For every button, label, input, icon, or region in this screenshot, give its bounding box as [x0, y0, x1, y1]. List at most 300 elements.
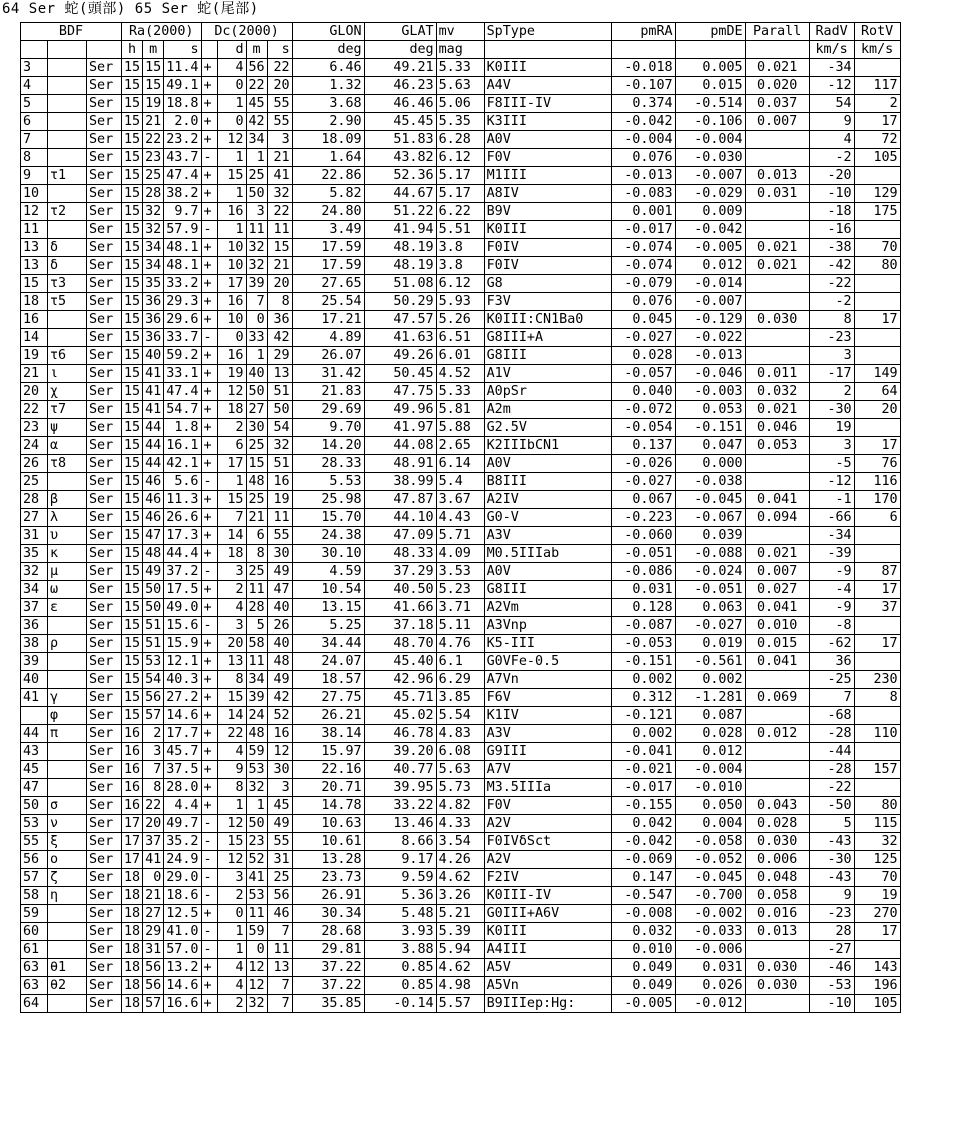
table-row [21, 239, 901, 257]
cell-parall [745, 671, 809, 689]
cell-dc-d: 4 [217, 599, 246, 617]
cell-dc-sign: - [201, 473, 217, 491]
cell-mv: 6.12 [436, 149, 484, 167]
cell-radv: -4 [809, 581, 854, 599]
cell-dc-s: 21 [267, 257, 292, 275]
cell-sptype: G8III [484, 581, 611, 599]
cell-dc-sign: - [201, 941, 217, 959]
table-row [21, 635, 901, 653]
cell-ra-m: 2 [143, 725, 164, 743]
cell-pmde: 0.004 [675, 815, 745, 833]
cell-bdf-num: 27 [21, 509, 48, 527]
cell-sptype: G8III+A [484, 329, 611, 347]
cell-pmde: -0.700 [675, 887, 745, 905]
cell-glat: 44.10 [364, 509, 436, 527]
cell-radv: -38 [809, 239, 854, 257]
cell-glon: 34.44 [292, 635, 364, 653]
cell-bdf-num: 4 [21, 77, 48, 95]
cell-parall: 0.021 [745, 401, 809, 419]
cell-bdf-num: 14 [21, 329, 48, 347]
cell-pmra: -0.013 [611, 167, 675, 185]
cell-bayer: σ [48, 797, 87, 815]
cell-dc-m: 58 [246, 635, 267, 653]
cell-dc-m: 24 [246, 707, 267, 725]
cell-radv: -34 [809, 59, 854, 77]
cell-glon: 25.98 [292, 491, 364, 509]
header-glon-unit: deg [292, 41, 364, 59]
cell-ra-h: 15 [122, 293, 143, 311]
cell-mv: 3.53 [436, 563, 484, 581]
cell-bdf-num: 47 [21, 779, 48, 797]
cell-pmde: -0.088 [675, 545, 745, 563]
cell-mv: 3.71 [436, 599, 484, 617]
cell-bayer [48, 113, 87, 131]
cell-bdf-num: 16 [21, 311, 48, 329]
cell-radv: -28 [809, 725, 854, 743]
cell-pmra: 0.076 [611, 293, 675, 311]
cell-ra-m: 21 [143, 887, 164, 905]
cell-const: Ser [87, 797, 122, 815]
cell-pmde: -0.010 [675, 779, 745, 797]
cell-radv: -5 [809, 455, 854, 473]
header-row-1 [21, 23, 901, 41]
cell-mv: 5.51 [436, 221, 484, 239]
cell-radv: -22 [809, 275, 854, 293]
cell-pmde: 0.047 [675, 437, 745, 455]
cell-dc-d: 12 [217, 131, 246, 149]
cell-parall [745, 779, 809, 797]
cell-dc-s: 32 [267, 185, 292, 203]
cell-glon: 1.64 [292, 149, 364, 167]
cell-ra-h: 15 [122, 581, 143, 599]
cell-rotv: 17 [854, 437, 900, 455]
cell-ra-s: 13.2 [164, 959, 201, 977]
table-row [21, 149, 901, 167]
cell-rotv: 19 [854, 887, 900, 905]
cell-bayer [48, 995, 87, 1013]
cell-sptype: A3Vnp [484, 617, 611, 635]
cell-bayer [48, 653, 87, 671]
cell-parall: 0.030 [745, 833, 809, 851]
cell-glon: 5.53 [292, 473, 364, 491]
cell-pmde: 0.015 [675, 77, 745, 95]
cell-pmra: -0.107 [611, 77, 675, 95]
cell-dc-m: 48 [246, 473, 267, 491]
cell-mv: 5.71 [436, 527, 484, 545]
cell-ra-h: 16 [122, 743, 143, 761]
cell-ra-s: 35.2 [164, 833, 201, 851]
table-row [21, 599, 901, 617]
cell-pmde: -0.006 [675, 941, 745, 959]
cell-rotv [854, 167, 900, 185]
cell-glon: 29.69 [292, 401, 364, 419]
cell-ra-s: 41.0 [164, 923, 201, 941]
cell-radv: 8 [809, 311, 854, 329]
cell-dc-d: 3 [217, 869, 246, 887]
cell-dc-sign: + [201, 257, 217, 275]
cell-ra-h: 18 [122, 995, 143, 1013]
cell-ra-s: 18.6 [164, 887, 201, 905]
cell-dc-d: 14 [217, 707, 246, 725]
cell-ra-s: 48.1 [164, 257, 201, 275]
cell-radv: -68 [809, 707, 854, 725]
cell-glat: 44.08 [364, 437, 436, 455]
cell-dc-d: 13 [217, 653, 246, 671]
cell-parall: 0.010 [745, 617, 809, 635]
cell-pmde: 0.019 [675, 635, 745, 653]
cell-glat: 42.96 [364, 671, 436, 689]
header-blank-1 [21, 41, 48, 59]
table-row [21, 293, 901, 311]
cell-parall: 0.041 [745, 491, 809, 509]
cell-bdf-num: 63 [21, 959, 48, 977]
cell-rotv: 8 [854, 689, 900, 707]
cell-ra-m: 29 [143, 923, 164, 941]
cell-dc-sign: + [201, 275, 217, 293]
cell-sptype: F0V [484, 797, 611, 815]
cell-pmra: -0.069 [611, 851, 675, 869]
table-row [21, 977, 901, 995]
cell-rotv [854, 221, 900, 239]
cell-dc-m: 21 [246, 509, 267, 527]
cell-const: Ser [87, 239, 122, 257]
cell-glon: 9.70 [292, 419, 364, 437]
cell-bdf-num: 37 [21, 599, 48, 617]
cell-dc-d: 6 [217, 437, 246, 455]
cell-rotv: 270 [854, 905, 900, 923]
cell-glon: 26.07 [292, 347, 364, 365]
cell-dc-d: 3 [217, 563, 246, 581]
header-sign [201, 41, 217, 59]
cell-ra-m: 34 [143, 239, 164, 257]
cell-ra-m: 34 [143, 257, 164, 275]
cell-parall: 0.030 [745, 977, 809, 995]
cell-glon: 30.10 [292, 545, 364, 563]
cell-ra-m: 46 [143, 473, 164, 491]
table-row [21, 275, 901, 293]
cell-bayer: τ1 [48, 167, 87, 185]
cell-dc-d: 4 [217, 59, 246, 77]
table-row [21, 545, 901, 563]
cell-ra-s: 5.6 [164, 473, 201, 491]
table-row [21, 563, 901, 581]
cell-sptype: F3V [484, 293, 611, 311]
cell-dc-s: 21 [267, 149, 292, 167]
cell-pmra: -0.042 [611, 833, 675, 851]
cell-ra-h: 15 [122, 509, 143, 527]
cell-dc-s: 50 [267, 401, 292, 419]
cell-glon: 13.15 [292, 599, 364, 617]
cell-pmra: -0.027 [611, 329, 675, 347]
cell-glat: 48.70 [364, 635, 436, 653]
cell-dc-sign: - [201, 923, 217, 941]
cell-sptype: A2m [484, 401, 611, 419]
cell-ra-h: 18 [122, 941, 143, 959]
cell-mv: 4.62 [436, 959, 484, 977]
cell-const: Ser [87, 347, 122, 365]
cell-bayer [48, 329, 87, 347]
cell-dc-sign: + [201, 545, 217, 563]
cell-ra-h: 15 [122, 563, 143, 581]
cell-mv: 4.82 [436, 797, 484, 815]
cell-glat: 47.87 [364, 491, 436, 509]
cell-dc-d: 10 [217, 257, 246, 275]
cell-rotv: 6 [854, 509, 900, 527]
cell-dc-m: 50 [246, 383, 267, 401]
cell-parall: 0.053 [745, 437, 809, 455]
cell-ra-h: 15 [122, 635, 143, 653]
table-body [21, 59, 901, 1013]
cell-const: Ser [87, 941, 122, 959]
cell-pmra: -0.072 [611, 401, 675, 419]
cell-sptype: G0-V [484, 509, 611, 527]
cell-parall: 0.021 [745, 239, 809, 257]
cell-dc-sign: + [201, 293, 217, 311]
cell-dc-sign: - [201, 149, 217, 167]
cell-sptype: A1V [484, 365, 611, 383]
cell-radv: -9 [809, 563, 854, 581]
cell-parall: 0.027 [745, 581, 809, 599]
header-radv-unit: km/s [809, 41, 854, 59]
cell-rotv: 117 [854, 77, 900, 95]
cell-ra-m: 57 [143, 707, 164, 725]
cell-bayer [48, 617, 87, 635]
cell-const: Ser [87, 851, 122, 869]
cell-pmde: -0.029 [675, 185, 745, 203]
cell-pmde: -0.106 [675, 113, 745, 131]
cell-radv: -8 [809, 617, 854, 635]
cell-mv: 4.76 [436, 635, 484, 653]
cell-radv: 54 [809, 95, 854, 113]
cell-glat: 45.02 [364, 707, 436, 725]
cell-ra-h: 15 [122, 275, 143, 293]
table-row [21, 707, 901, 725]
cell-glat: 49.26 [364, 347, 436, 365]
cell-glat: 47.75 [364, 383, 436, 401]
cell-const: Ser [87, 131, 122, 149]
cell-pmde: -0.003 [675, 383, 745, 401]
cell-ra-m: 53 [143, 653, 164, 671]
cell-dc-s: 30 [267, 761, 292, 779]
cell-bdf-num: 56 [21, 851, 48, 869]
cell-glon: 26.21 [292, 707, 364, 725]
cell-bdf-num: 5 [21, 95, 48, 113]
cell-pmde: -0.067 [675, 509, 745, 527]
cell-glat: 51.08 [364, 275, 436, 293]
cell-bayer [48, 149, 87, 167]
cell-ra-m: 51 [143, 617, 164, 635]
cell-parall [745, 707, 809, 725]
cell-dc-m: 34 [246, 671, 267, 689]
cell-glat: 46.46 [364, 95, 436, 113]
cell-sptype: A4V [484, 77, 611, 95]
cell-const: Ser [87, 689, 122, 707]
cell-const: Ser [87, 743, 122, 761]
cell-sptype: F0V [484, 149, 611, 167]
cell-rotv [854, 779, 900, 797]
cell-bdf-num: 10 [21, 185, 48, 203]
cell-bdf-num: 59 [21, 905, 48, 923]
cell-pmra: 0.049 [611, 959, 675, 977]
cell-radv: -30 [809, 401, 854, 419]
cell-ra-s: 14.6 [164, 977, 201, 995]
cell-ra-h: 15 [122, 95, 143, 113]
cell-sptype: A3V [484, 725, 611, 743]
cell-ra-s: 29.3 [164, 293, 201, 311]
table-row [21, 941, 901, 959]
cell-dc-s: 16 [267, 473, 292, 491]
cell-dc-s: 13 [267, 365, 292, 383]
cell-sptype: A5V [484, 959, 611, 977]
cell-ra-h: 15 [122, 491, 143, 509]
cell-mv: 5.35 [436, 113, 484, 131]
cell-ra-s: 2.0 [164, 113, 201, 131]
cell-bayer: λ [48, 509, 87, 527]
cell-mv: 5.21 [436, 905, 484, 923]
cell-glat: 48.91 [364, 455, 436, 473]
cell-dc-d: 16 [217, 293, 246, 311]
cell-pmra: -0.018 [611, 59, 675, 77]
cell-glon: 28.68 [292, 923, 364, 941]
cell-glon: 3.68 [292, 95, 364, 113]
cell-pmra: -0.042 [611, 113, 675, 131]
cell-glon: 17.21 [292, 311, 364, 329]
cell-dc-s: 49 [267, 671, 292, 689]
cell-dc-d: 3 [217, 617, 246, 635]
cell-ra-s: 15.9 [164, 635, 201, 653]
cell-bayer: τ6 [48, 347, 87, 365]
cell-const: Ser [87, 311, 122, 329]
cell-dc-m: 40 [246, 365, 267, 383]
cell-pmra: -0.005 [611, 995, 675, 1013]
cell-parall [745, 329, 809, 347]
cell-dc-s: 51 [267, 383, 292, 401]
cell-ra-h: 15 [122, 149, 143, 167]
cell-radv: -25 [809, 671, 854, 689]
cell-pmde: -0.007 [675, 167, 745, 185]
cell-sptype: A3V [484, 527, 611, 545]
cell-bayer: τ3 [48, 275, 87, 293]
cell-dc-s: 45 [267, 797, 292, 815]
cell-glon: 17.59 [292, 257, 364, 275]
cell-rotv: 105 [854, 149, 900, 167]
table-row [21, 923, 901, 941]
cell-mv: 3.67 [436, 491, 484, 509]
cell-bayer [48, 779, 87, 797]
cell-const: Ser [87, 203, 122, 221]
cell-parall [745, 527, 809, 545]
cell-bdf-num: 50 [21, 797, 48, 815]
cell-const: Ser [87, 923, 122, 941]
cell-dc-m: 59 [246, 743, 267, 761]
cell-ra-s: 28.0 [164, 779, 201, 797]
cell-bayer: ο [48, 851, 87, 869]
cell-ra-m: 21 [143, 113, 164, 131]
cell-bdf-num: 60 [21, 923, 48, 941]
cell-glat: 38.99 [364, 473, 436, 491]
cell-dc-s: 30 [267, 545, 292, 563]
cell-ra-m: 37 [143, 833, 164, 851]
cell-dc-s: 16 [267, 725, 292, 743]
cell-pmra: -0.155 [611, 797, 675, 815]
table-row [21, 221, 901, 239]
cell-glon: 27.75 [292, 689, 364, 707]
cell-const: Ser [87, 257, 122, 275]
cell-ra-m: 28 [143, 185, 164, 203]
cell-dc-m: 6 [246, 527, 267, 545]
cell-bdf-num: 39 [21, 653, 48, 671]
cell-glon: 4.89 [292, 329, 364, 347]
cell-dc-d: 1 [217, 149, 246, 167]
cell-const: Ser [87, 815, 122, 833]
cell-ra-s: 4.4 [164, 797, 201, 815]
cell-bayer: ζ [48, 869, 87, 887]
cell-rotv: 72 [854, 131, 900, 149]
cell-pmde: -0.012 [675, 995, 745, 1013]
cell-dc-s: 3 [267, 779, 292, 797]
cell-pmde: -0.045 [675, 869, 745, 887]
cell-bdf-num: 61 [21, 941, 48, 959]
cell-pmde: 0.063 [675, 599, 745, 617]
cell-dc-s: 7 [267, 995, 292, 1013]
cell-sptype: B8III [484, 473, 611, 491]
cell-mv: 6.29 [436, 671, 484, 689]
cell-ra-h: 15 [122, 257, 143, 275]
cell-bayer [48, 185, 87, 203]
table-row [21, 131, 901, 149]
cell-glon: 1.32 [292, 77, 364, 95]
cell-ra-h: 17 [122, 833, 143, 851]
cell-pmra: 0.076 [611, 149, 675, 167]
cell-pmra: -0.079 [611, 275, 675, 293]
table-row [21, 437, 901, 455]
cell-sptype: G2.5V [484, 419, 611, 437]
cell-glon: 5.25 [292, 617, 364, 635]
cell-dc-d: 4 [217, 977, 246, 995]
cell-bayer: τ2 [48, 203, 87, 221]
cell-bayer: θ1 [48, 959, 87, 977]
cell-rotv [854, 275, 900, 293]
cell-glat: 41.97 [364, 419, 436, 437]
cell-mv: 6.12 [436, 275, 484, 293]
cell-const: Ser [87, 491, 122, 509]
cell-dc-m: 15 [246, 455, 267, 473]
cell-dc-m: 25 [246, 491, 267, 509]
cell-dc-m: 11 [246, 581, 267, 599]
cell-rotv: 17 [854, 635, 900, 653]
cell-glat: 41.63 [364, 329, 436, 347]
page-title: 64 Ser 蛇(頭部) 65 Ser 蛇(尾部) [2, 1, 259, 17]
cell-dc-sign: + [201, 311, 217, 329]
cell-const: Ser [87, 59, 122, 77]
table-row [21, 617, 901, 635]
cell-dc-m: 28 [246, 599, 267, 617]
cell-dc-m: 11 [246, 653, 267, 671]
cell-sptype: G0III+A6V [484, 905, 611, 923]
cell-glon: 17.59 [292, 239, 364, 257]
header-glon: GLON [292, 23, 364, 41]
cell-glon: 15.97 [292, 743, 364, 761]
cell-ra-s: 48.1 [164, 239, 201, 257]
table-row [21, 95, 901, 113]
cell-dc-s: 42 [267, 329, 292, 347]
cell-pmra: -0.083 [611, 185, 675, 203]
cell-pmde: 0.005 [675, 59, 745, 77]
cell-parall [745, 761, 809, 779]
cell-ra-s: 16.6 [164, 995, 201, 1013]
cell-dc-sign: + [201, 527, 217, 545]
cell-dc-s: 51 [267, 455, 292, 473]
